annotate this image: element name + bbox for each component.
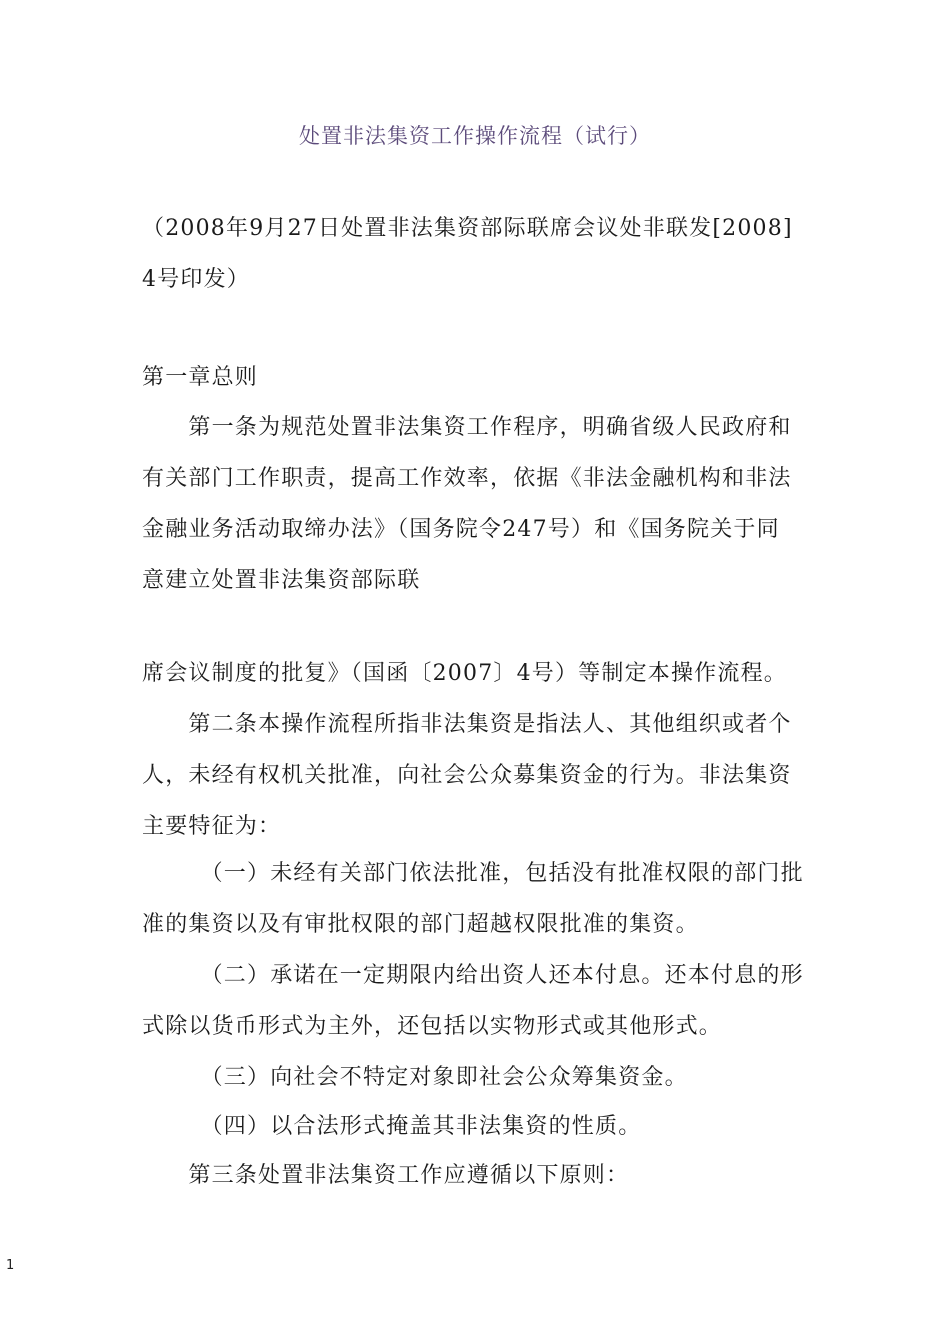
item-1	[142, 848, 814, 950]
article-1-line: 第一条为规范处置非法集资工作程序，明确省级人民政府和	[142, 415, 792, 440]
article-1-line: 席会议制度的批复》（国函〔2007〕4号）等制定本操作流程。	[142, 661, 787, 686]
article-3	[142, 1150, 814, 1201]
chapter-heading	[142, 352, 814, 403]
article-1-line: 意建立处置非法集资部际联	[142, 568, 421, 593]
chapter-heading-text: 第一章总则	[142, 365, 259, 390]
item-2-line: 式除以货币形式为主外，还包括以实物形式或其他形式。	[142, 1014, 723, 1039]
item-4	[142, 1101, 814, 1152]
item-2	[142, 950, 814, 1052]
item-3	[142, 1052, 814, 1103]
issue-note-line: 4号印发）	[142, 267, 250, 292]
article-2-line: 人，未经有权机关批准，向社会公众募集资金的行为。非法集资	[142, 763, 792, 788]
item-1-line: （一）未经有关部门依法批准，包括没有批准权限的部门批	[142, 861, 804, 886]
article-1	[142, 402, 814, 606]
article-1-continuation	[142, 648, 814, 699]
issue-note-line: （2008年9月27日处置非法集资部际联席会议处非联发[2008]	[142, 216, 793, 241]
issue-note	[142, 203, 814, 305]
page-number: 1	[6, 1258, 15, 1273]
document-title: 处置非法集资工作操作流程（试行）	[299, 124, 651, 148]
article-2-line: 第二条本操作流程所指非法集资是指法人、其他组织或者个	[142, 712, 792, 737]
item-1-line: 准的集资以及有审批权限的部门超越权限批准的集资。	[142, 912, 699, 937]
item-3-line: （三）向社会不特定对象即社会公众筹集资金。	[142, 1065, 688, 1090]
article-3-line: 第三条处置非法集资工作应遵循以下原则：	[142, 1163, 630, 1188]
item-4-line: （四）以合法形式掩盖其非法集资的性质。	[142, 1114, 642, 1139]
article-2-line: 主要特征为：	[142, 814, 282, 839]
item-2-line: （二）承诺在一定期限内给出资人还本付息。还本付息的形	[142, 963, 804, 988]
article-1-line: 金融业务活动取缔办法》（国务院令247号）和《国务院关于同	[142, 517, 780, 542]
article-1-line: 有关部门工作职责，提高工作效率，依据《非法金融机构和非法	[142, 466, 792, 491]
article-2	[142, 699, 814, 852]
